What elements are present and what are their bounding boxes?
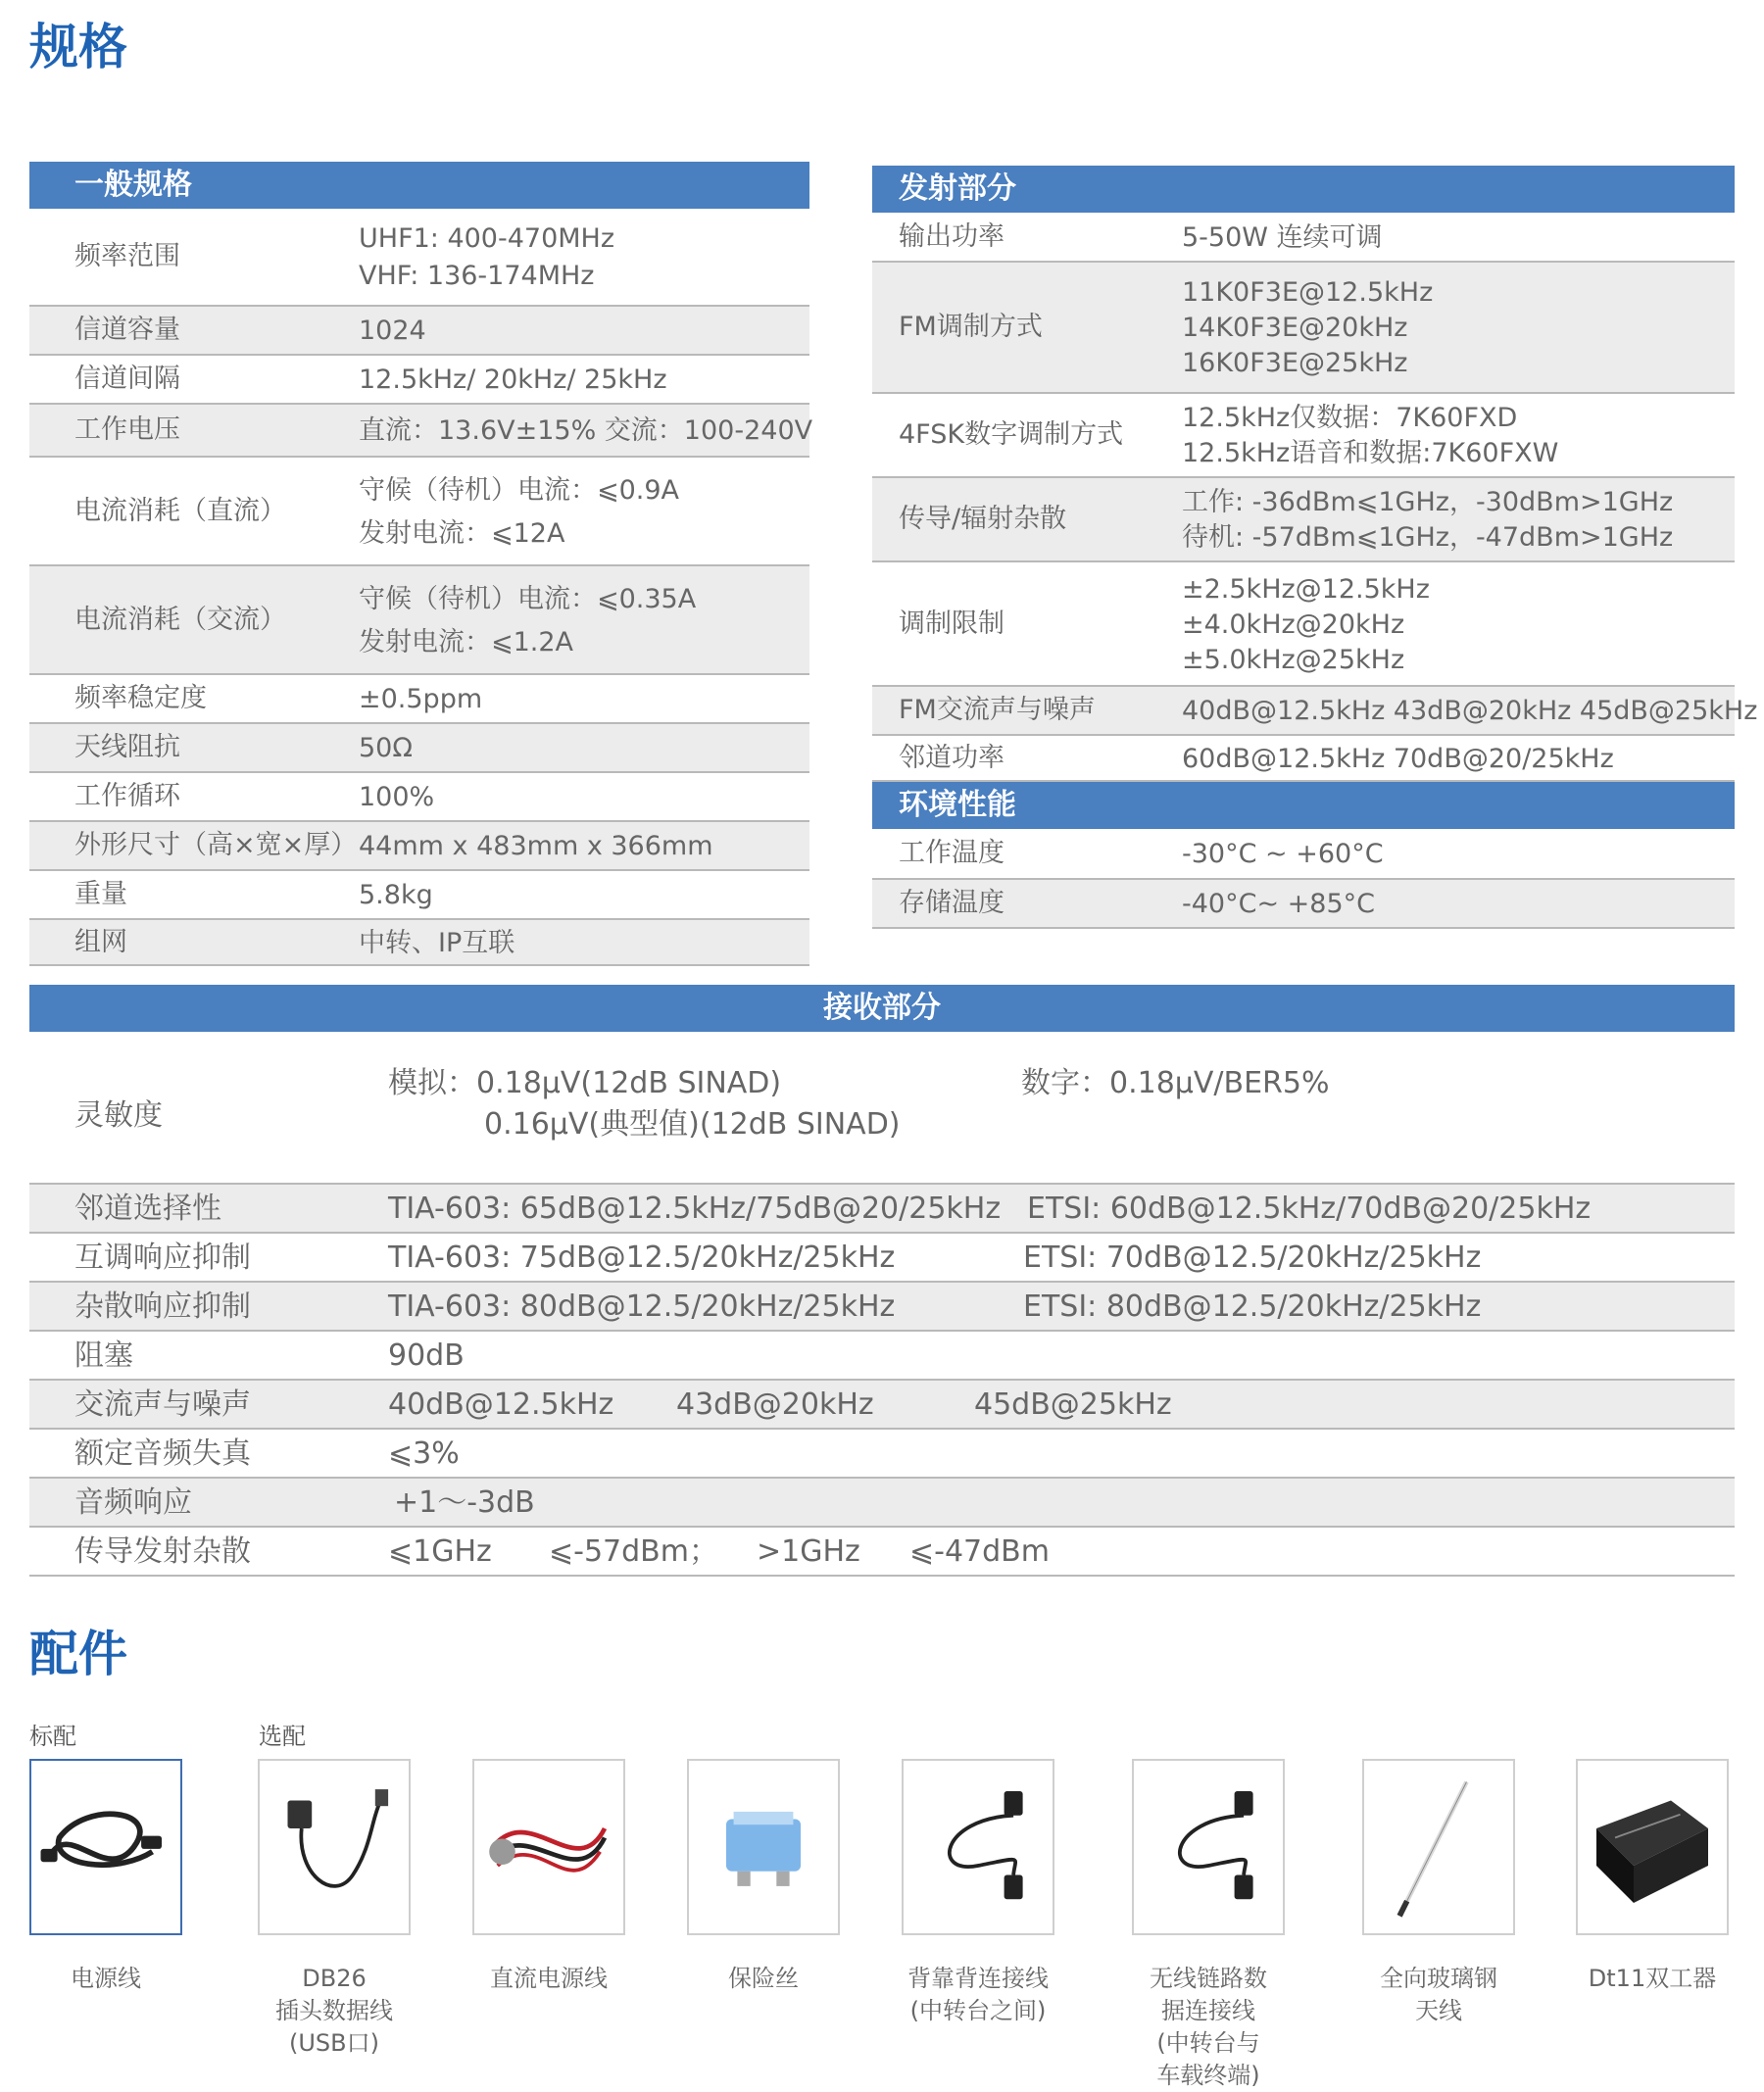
accessory-image — [1576, 1759, 1729, 1935]
receive-row — [29, 1185, 1735, 1234]
accessory-caption-line: 插头数据线 — [275, 1997, 393, 2024]
receive-label: 交流声与噪声 — [74, 1387, 251, 1422]
receive-label: 额定音频失真 — [74, 1436, 251, 1471]
general-spec-value: 100% — [359, 782, 435, 812]
general-spec-header-text: 一般规格 — [74, 168, 192, 202]
transmit-label: 传导/辐射杂散 — [899, 504, 1067, 534]
accessory-caption — [1549, 1963, 1755, 1995]
accessory-caption-line: 直流电源线 — [490, 1965, 608, 1992]
receive-label: 邻道选择性 — [74, 1192, 221, 1226]
transmit-value: 60dB@12.5kHz 70dB@20/25kHz — [1182, 743, 1614, 774]
db26-cable-icon — [260, 1761, 409, 1933]
transmit-label: 邻道功率 — [899, 742, 1004, 773]
transmit-row — [872, 736, 1735, 782]
receive-row — [29, 1234, 1735, 1283]
general-spec-value: ±0.5ppm — [359, 684, 483, 714]
general-spec-value: 发射电流：⩽12A — [359, 517, 565, 549]
fiberglass-antenna-icon — [1364, 1761, 1513, 1933]
dc-power-cable-icon — [474, 1761, 623, 1933]
general-spec-value: 中转、IP互联 — [359, 927, 515, 958]
general-spec-label: 重量 — [74, 879, 127, 909]
transmit-label: 调制限制 — [899, 608, 1004, 639]
accessory-caption-line: DB26 — [302, 1965, 367, 1992]
receive-label: 传导发射杂散 — [74, 1534, 251, 1569]
accessory-caption — [231, 1963, 437, 2060]
general-spec-row — [29, 356, 809, 405]
accessory-caption-line: 全向玻璃钢 — [1380, 1965, 1497, 1992]
transmit-value: 待机: -57dBm⩽1GHz，-47dBm>1GHz — [1182, 522, 1674, 553]
receive-value: TIA-603: 80dB@12.5/20kHz/25kHz — [388, 1289, 896, 1324]
environment-header-text: 环境性能 — [899, 788, 1016, 822]
accessory-image — [902, 1759, 1054, 1935]
accessory-image — [29, 1759, 182, 1935]
receive-row — [29, 1332, 1735, 1381]
transmit-value: 14K0F3E@20kHz — [1182, 313, 1408, 343]
transmit-label: 4FSK数字调制方式 — [899, 419, 1124, 450]
general-spec-row — [29, 871, 809, 920]
general-spec-value: 守候（待机）电流：⩽0.35A — [359, 583, 697, 614]
receive-value: >1GHz — [757, 1534, 860, 1569]
accessory-caption-line: 保险丝 — [728, 1965, 799, 1992]
general-spec-row — [29, 566, 809, 675]
receive-label: 互调响应抑制 — [74, 1241, 251, 1275]
sensitivity-label: 灵敏度 — [74, 1098, 163, 1133]
general-spec-label: 频率稳定度 — [74, 683, 207, 713]
accessory-caption-line: 背靠背连接线 — [907, 1965, 1049, 1992]
receive-value: ⩽-47dBm — [909, 1534, 1050, 1569]
transmit-value: 16K0F3E@25kHz — [1182, 348, 1408, 378]
accessory-caption-line: 据连接线 — [1161, 1997, 1255, 2024]
fuse-icon — [689, 1761, 838, 1933]
accessory-image — [1132, 1759, 1285, 1935]
accessory-caption — [1105, 1963, 1311, 2092]
environment-label: 存储温度 — [899, 888, 1004, 918]
receive-label: 音频响应 — [74, 1485, 192, 1520]
receive-label: 阻塞 — [74, 1338, 133, 1373]
environment-header — [872, 782, 1735, 829]
receive-value: 45dB@25kHz — [974, 1387, 1172, 1422]
transmit-value: ±4.0kHz@20kHz — [1182, 608, 1405, 640]
receive-value: ETSI: 70dB@12.5/20kHz/25kHz — [1023, 1241, 1482, 1275]
receive-value: 90dB — [388, 1338, 465, 1373]
transmit-value: 40dB@12.5kHz 43dB@20kHz 45dB@25kHz — [1182, 696, 1758, 726]
environment-row — [872, 829, 1735, 880]
general-spec-label: 工作电压 — [74, 414, 180, 445]
general-spec-row — [29, 773, 809, 822]
general-spec-label: 信道容量 — [74, 315, 180, 345]
receive-value: TIA-603: 65dB@12.5kHz/75dB@20/25kHz — [388, 1192, 1002, 1226]
general-spec-value: 44mm x 483mm x 366mm — [359, 831, 713, 861]
general-spec-value: 发射电流：⩽1.2A — [359, 626, 574, 657]
transmit-header — [872, 166, 1735, 213]
general-spec-label: 天线阻抗 — [74, 732, 180, 762]
general-spec-label: 组网 — [74, 926, 127, 957]
environment-value: -30°C ~ +60°C — [1182, 839, 1384, 869]
general-spec-label: 电流消耗（交流） — [74, 604, 286, 635]
transmit-row — [872, 687, 1758, 736]
optional-label: 选配 — [259, 1723, 306, 1750]
accessory-caption-line: (中转台之间) — [909, 1997, 1047, 2024]
transmit-label: FM交流声与噪声 — [899, 695, 1096, 725]
environment-value: -40°C~ +85°C — [1182, 889, 1375, 919]
receive-value: TIA-603: 75dB@12.5/20kHz/25kHz — [388, 1241, 896, 1275]
transmit-row — [872, 394, 1735, 478]
duplexer-icon — [1578, 1761, 1727, 1933]
general-spec-label: 信道间隔 — [74, 364, 180, 394]
general-spec-value: 50Ω — [359, 733, 413, 763]
receive-value: +1～-3dB — [394, 1485, 535, 1520]
receive-value: ETSI: 60dB@12.5kHz/70dB@20/25kHz — [1027, 1192, 1592, 1226]
general-spec-value: 1024 — [359, 316, 426, 346]
general-spec-row — [29, 307, 809, 356]
general-spec-value: 直流：13.6V±15% 交流：100-240V — [359, 415, 813, 446]
transmit-row — [872, 562, 1735, 687]
accessory-image — [1362, 1759, 1515, 1935]
transmit-value: 12.5kHz仅数据：7K60FXD — [1182, 403, 1518, 433]
general-spec-label: 工作循环 — [74, 781, 180, 811]
accessory-caption — [3, 1963, 209, 1995]
general-spec-row — [29, 458, 809, 566]
accessory-image — [258, 1759, 411, 1935]
transmit-value: 12.5kHz语音和数据:7K60FXW — [1182, 438, 1559, 468]
receive-header — [29, 985, 1735, 1032]
general-spec-row — [29, 724, 809, 773]
receive-value: 43dB@20kHz — [676, 1387, 874, 1422]
accessory-caption-line: 车载终端) — [1156, 2062, 1260, 2089]
accessory-caption — [1336, 1963, 1542, 2027]
receive-value: ⩽1GHz — [388, 1534, 492, 1569]
data-link-cable-icon — [1134, 1761, 1283, 1933]
transmit-value: ±2.5kHz@12.5kHz — [1182, 573, 1430, 605]
accessory-caption — [661, 1963, 866, 1995]
transmit-value: 11K0F3E@12.5kHz — [1182, 277, 1434, 308]
page-title: 规格 — [29, 19, 127, 75]
transmit-row — [872, 213, 1735, 263]
transmit-row — [872, 263, 1735, 394]
receive-label: 杂散响应抑制 — [74, 1289, 251, 1324]
standard-label: 标配 — [29, 1723, 76, 1750]
general-spec-label: 电流消耗（直流） — [74, 495, 286, 526]
transmit-label: FM调制方式 — [899, 312, 1043, 342]
transmit-value: 5-50W 连续可调 — [1182, 221, 1383, 253]
accessory-caption-line: 无线链路数 — [1150, 1965, 1267, 1992]
receive-row — [29, 1283, 1735, 1332]
accessory-caption — [875, 1963, 1081, 2027]
receive-header-text: 接收部分 — [823, 991, 941, 1025]
general-spec-value: VHF: 136-174MHz — [359, 261, 595, 291]
accessory-caption-line: (中转台与 — [1156, 2029, 1260, 2057]
accessory-caption-line: (USB口) — [289, 2029, 379, 2057]
accessory-caption-line: Dt11双工器 — [1588, 1965, 1717, 1992]
transmit-value: 工作: -36dBm⩽1GHz，-30dBm>1GHz — [1182, 487, 1674, 517]
transmit-header-text: 发射部分 — [899, 171, 1016, 206]
receive-value: ETSI: 80dB@12.5/20kHz/25kHz — [1023, 1289, 1482, 1324]
back-to-back-cable-icon — [904, 1761, 1053, 1933]
sensitivity-digital: 数字：0.18µV/BER5% — [1021, 1066, 1330, 1100]
power-cord-icon — [31, 1761, 180, 1933]
accessory-caption-line: 天线 — [1415, 1997, 1462, 2024]
general-spec-value: UHF1: 400-470MHz — [359, 223, 615, 254]
general-spec-row — [29, 209, 809, 307]
general-spec-value: 守候（待机）电流：⩽0.9A — [359, 474, 680, 506]
receive-row — [29, 1528, 1735, 1577]
general-spec-row — [29, 920, 809, 966]
environment-row — [872, 880, 1735, 929]
general-spec-row — [29, 822, 809, 871]
accessory-caption — [446, 1963, 652, 1995]
general-spec-header — [29, 162, 809, 209]
general-spec-label: 外形尺寸（高×宽×厚） — [74, 830, 358, 860]
sensitivity-analog-1: 模拟：0.18µV(12dB SINAD) — [388, 1066, 782, 1100]
accessory-caption-line: 电源线 — [71, 1965, 141, 1992]
transmit-label: 输出功率 — [899, 220, 1004, 252]
receive-row — [29, 1430, 1735, 1479]
accessory-image — [687, 1759, 840, 1935]
accessory-image — [472, 1759, 625, 1935]
receive-row — [29, 1479, 1735, 1528]
receive-row — [29, 1381, 1735, 1430]
transmit-row — [872, 478, 1735, 562]
general-spec-value: 5.8kg — [359, 880, 433, 910]
transmit-value: ±5.0kHz@25kHz — [1182, 644, 1405, 675]
sensitivity-row — [29, 1032, 1735, 1185]
general-spec-value: 12.5kHz/ 20kHz/ 25kHz — [359, 365, 667, 395]
sensitivity-analog-2: 0.16µV(典型值)(12dB SINAD) — [484, 1107, 901, 1142]
general-spec-row — [29, 405, 813, 458]
accessories-title: 配件 — [29, 1626, 127, 1682]
receive-value: 40dB@12.5kHz — [388, 1387, 614, 1422]
general-spec-row — [29, 675, 809, 724]
receive-value: ⩽-57dBm； — [549, 1534, 718, 1569]
environment-label: 工作温度 — [899, 838, 1004, 868]
general-spec-label: 频率范围 — [74, 241, 180, 271]
receive-value: ⩽3% — [388, 1436, 460, 1471]
